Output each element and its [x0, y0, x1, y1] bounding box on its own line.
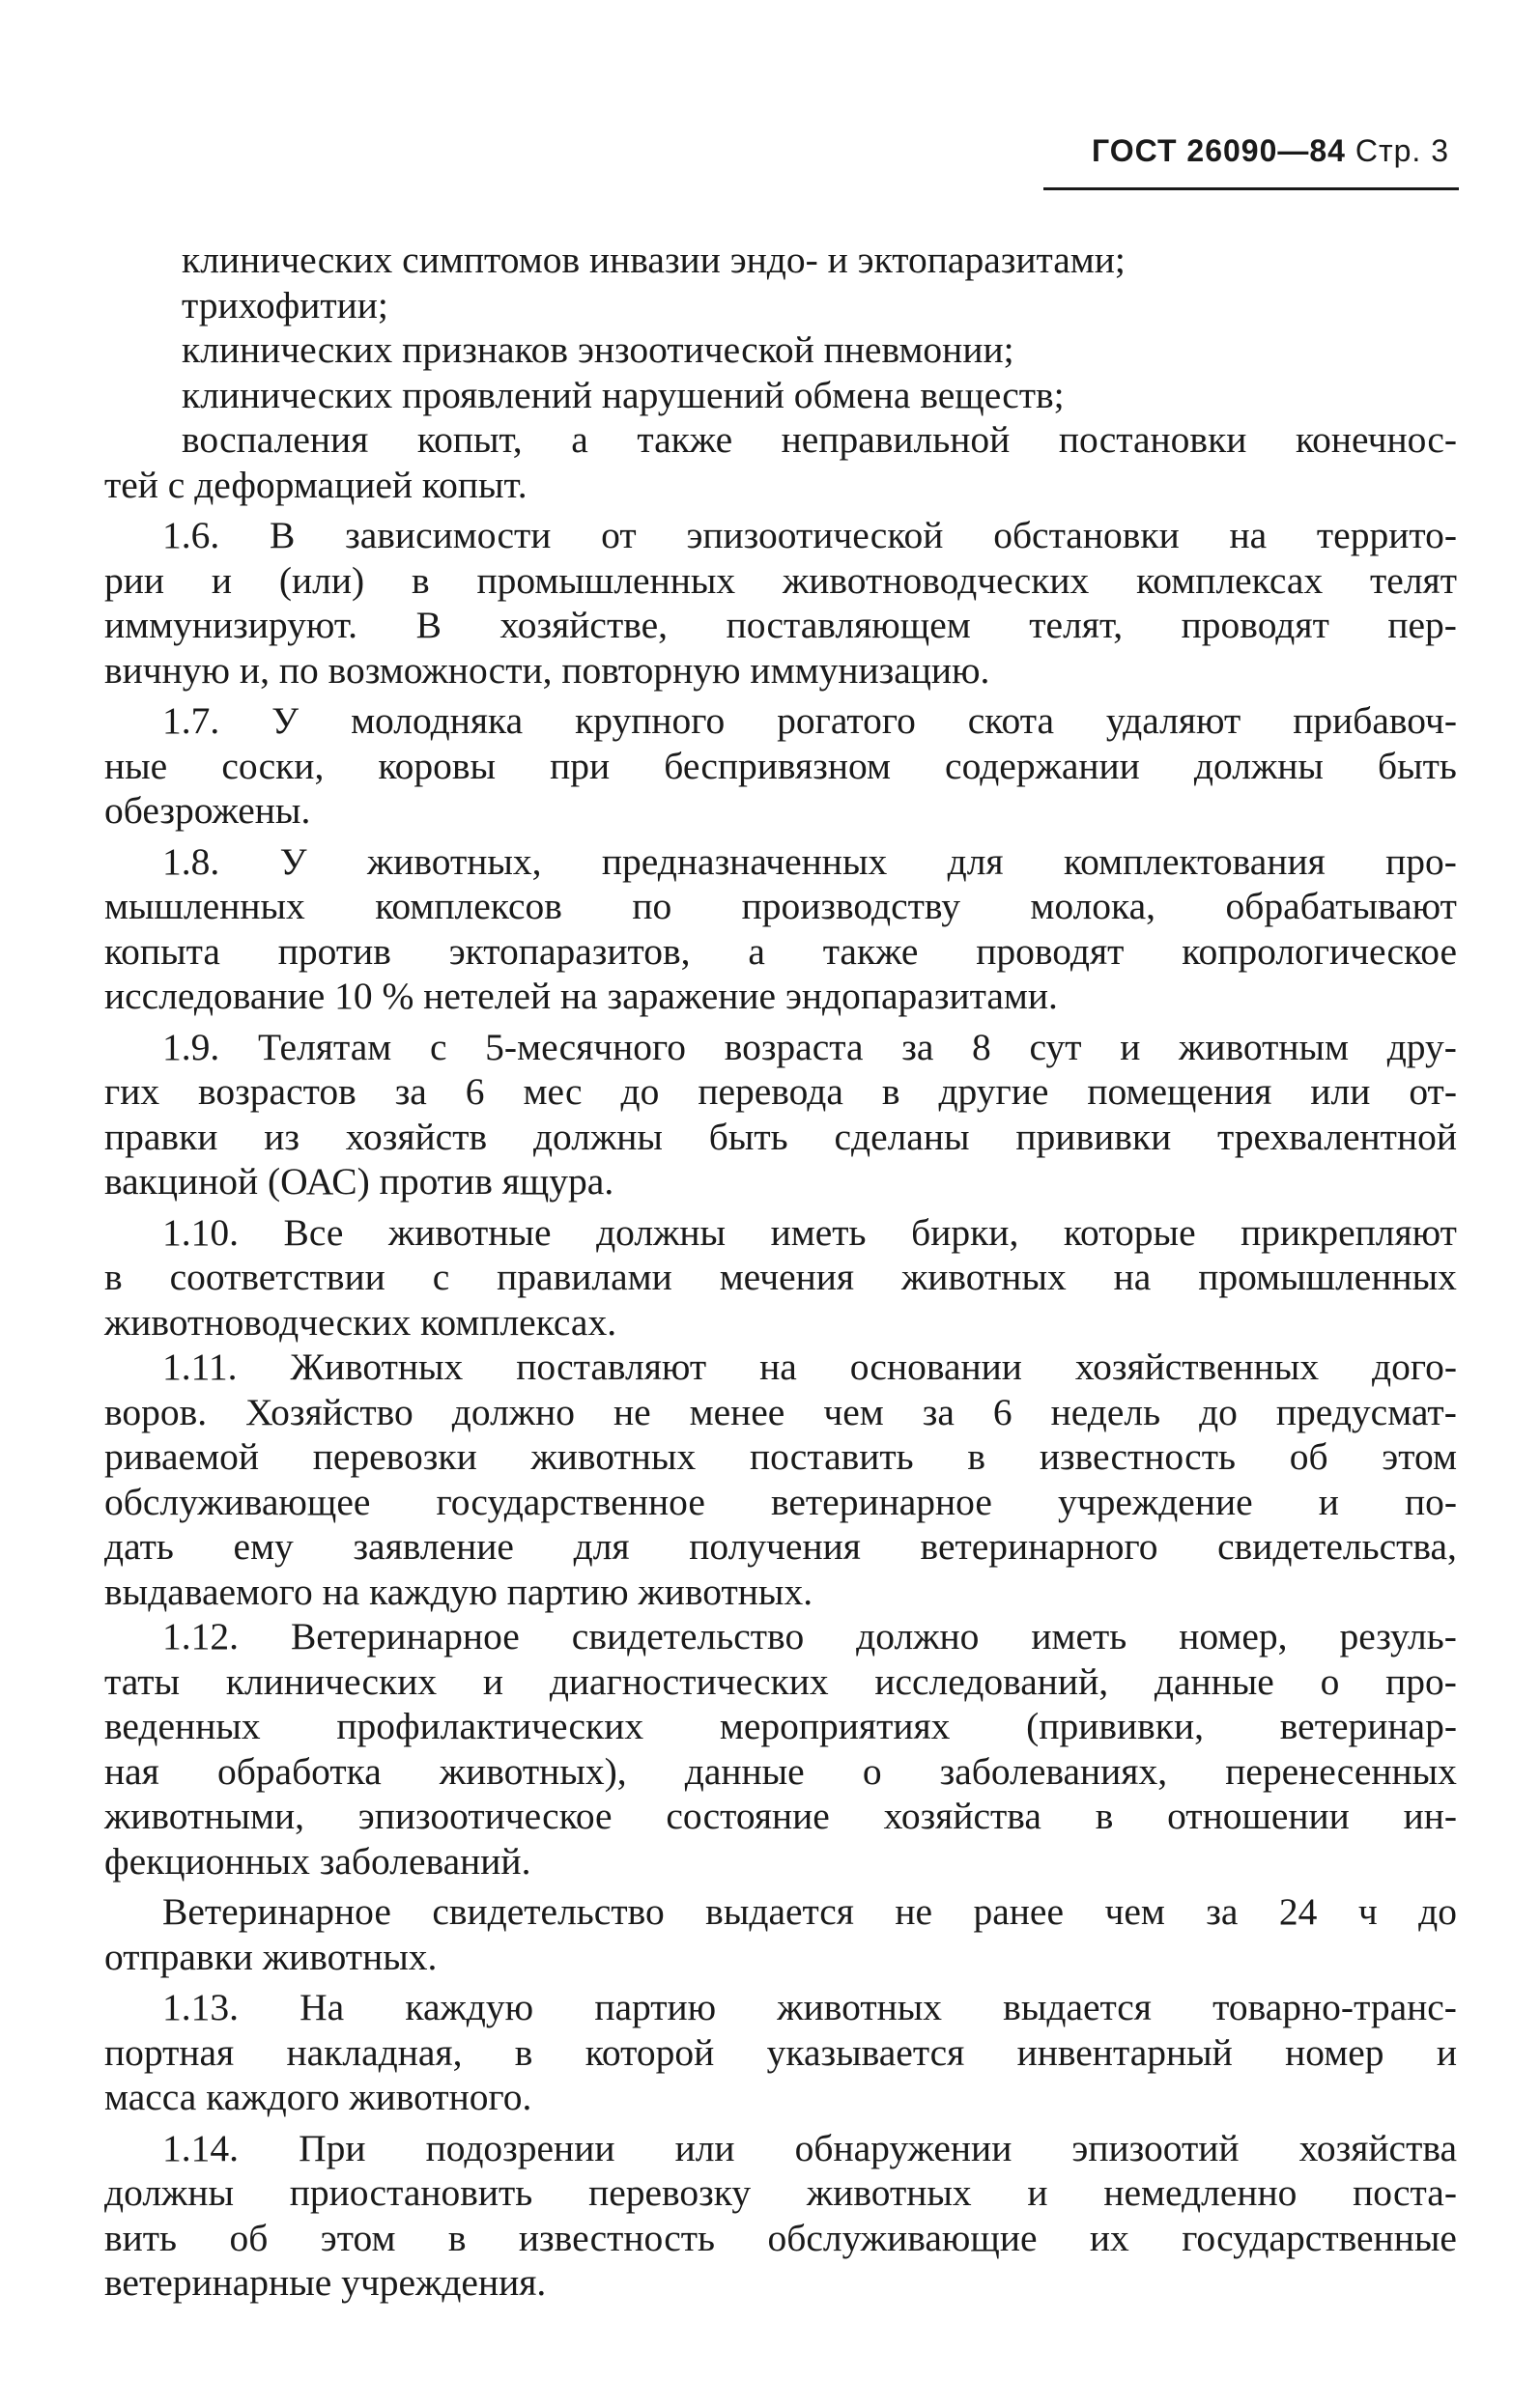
- header-text: [1080, 133, 1451, 175]
- text-line: правки из хозяйств должны быть сделаны прививки трехвалентной: [104, 1115, 1457, 1158]
- text-line: клинических признаков энзоотической пневмонии;: [182, 328, 1014, 371]
- text-line: 1.7. У молодняка крупного рогатого скота удаляют прибавоч-: [162, 699, 1457, 742]
- text-line: трихофитии;: [182, 283, 388, 326]
- text-line: 1.6. В зависимости от эпизоотической обстановки на террито-: [162, 514, 1457, 556]
- text-line: рии и (или) в промышленных животноводческих комплексах телят: [104, 558, 1457, 602]
- text-line: Ветеринарное свидетельство выдается не ранее чем за 24 ч до: [162, 1890, 1457, 1933]
- text-line: 1.11. Животных поставляют на основании хозяйственных дого-: [162, 1346, 1457, 1388]
- text-line: вичную и, по возможности, повторную иммунизацию.: [104, 648, 990, 692]
- text-line: в соответствии с правилами мечения животных на промышленных: [104, 1256, 1457, 1298]
- text-line: воспаления копыт, а также неправильной постановки конечнос-: [182, 418, 1457, 461]
- text-line: обслуживающее государственное ветеринарное учреждение и по-: [104, 1480, 1457, 1523]
- text-line: таты клинических и диагностических исследований, данные о про-: [104, 1659, 1457, 1703]
- text-line: копыта против эктопаразитов, а также проводят копрологическое: [104, 929, 1457, 973]
- text-line: вить об этом в известность обслуживающие их государственные: [104, 2216, 1457, 2259]
- text-line: ветеринарные учреждения.: [104, 2261, 547, 2304]
- text-line: 1.13. На каждую партию животных выдается товарно-транс-: [162, 1986, 1457, 2028]
- text-line: дать ему заявление для получения ветеринарного свидетельства,: [104, 1525, 1457, 1568]
- text-line: клинических проявлений нарушений обмена веществ;: [182, 373, 1065, 416]
- text-line: исследование 10 % нетелей на заражение эндопаразитами.: [104, 975, 1058, 1017]
- text-line: отправки животных.: [104, 1935, 438, 1978]
- text-line: мышленных комплексов по производству молока, обрабатывают: [104, 885, 1457, 927]
- text-line: иммунизируют. В хозяйстве, поставляющем телят, проводят пер-: [104, 604, 1457, 646]
- text-line: выдаваемого на каждую партию животных.: [104, 1570, 813, 1613]
- text-line: 1.8. У животных, предназначенных для комплектования про-: [162, 839, 1457, 883]
- header-rule: [1043, 187, 1459, 190]
- text-line: клинических симптомов инвазии эндо- и эктопаразитами;: [182, 239, 1126, 281]
- text-line: тей с деформацией копыт.: [104, 463, 528, 506]
- text-line: риваемой перевозки животных поставить в известность об этом: [104, 1435, 1457, 1478]
- gost-number: ГОСТ 26090—84: [1092, 133, 1346, 168]
- text-line: ные соски, коровы при беспривязном содержании должны быть: [104, 744, 1457, 787]
- text-line: 1.12. Ветеринарное свидетельство должно иметь номер, резуль-: [162, 1615, 1457, 1657]
- text-line: обезрожены.: [104, 789, 311, 832]
- text-line: фекционных заболеваний.: [104, 1839, 531, 1883]
- text-line: портная накладная, в которой указывается инвентарный номер и: [104, 2030, 1457, 2074]
- text-line: воров. Хозяйство должно не менее чем за 6 недель до предусмат-: [104, 1390, 1457, 1433]
- text-line: животноводческих комплексах.: [104, 1300, 617, 1344]
- text-line: вакциной (ОАС) против ящура.: [104, 1160, 614, 1203]
- text-line: веденных профилактических мероприятиях (прививки, ветеринар-: [104, 1705, 1457, 1747]
- text-line: 1.14. При подозрении или обнаружении эпизоотий хозяйства: [162, 2126, 1457, 2169]
- text-line: 1.10. Все животные должны иметь бирки, которые прикрепляют: [162, 1210, 1457, 1254]
- text-line: 1.9. Телятам с 5-месячного возраста за 8 сут и животным дру-: [162, 1025, 1457, 1068]
- text-line: должны приостановить перевозку животных и немедленно поста-: [104, 2171, 1457, 2214]
- text-line: животными, эпизоотическое состояние хозяйства в отношении ин-: [104, 1795, 1457, 1837]
- text-line: гих возрастов за 6 мес до перевода в другие помещения или от-: [104, 1070, 1457, 1113]
- text-line: масса каждого животного.: [104, 2076, 532, 2118]
- page-header: [1080, 133, 1451, 175]
- page-number: Стр. 3: [1355, 133, 1449, 168]
- text-line: ная обработка животных), данные о заболеваниях, перенесенных: [104, 1749, 1457, 1793]
- document-body: [104, 238, 1457, 2306]
